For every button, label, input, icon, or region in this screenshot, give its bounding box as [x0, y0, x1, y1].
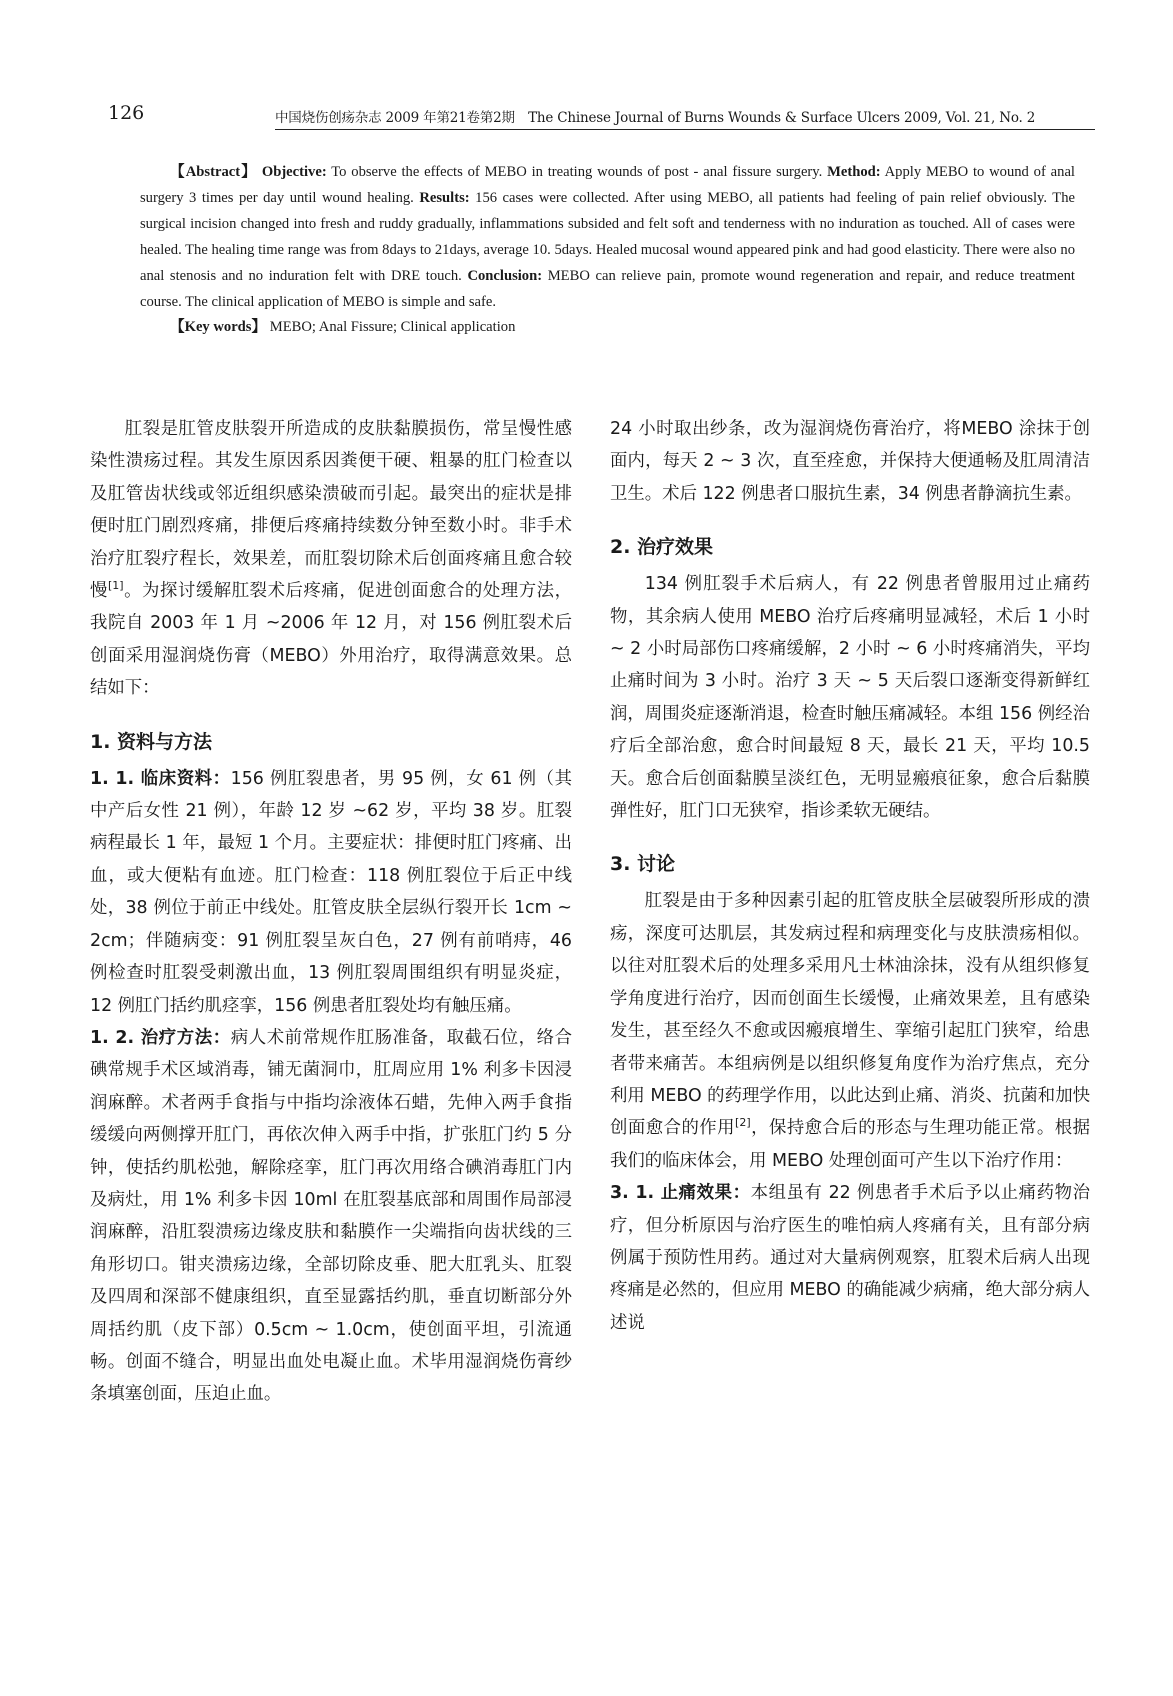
- page-number: 126: [108, 102, 145, 124]
- right-column: [610, 413, 1090, 1339]
- conclusion-label: Conclusion:: [467, 267, 543, 284]
- section-1-2: [90, 1022, 572, 1411]
- keywords-label: 【Key words】: [170, 319, 267, 336]
- abstract-paragraph: [140, 160, 1075, 315]
- section-1-1-label: 1. 1. 临床资料：: [90, 768, 231, 789]
- keywords: [140, 315, 1075, 341]
- intro-paragraph: [90, 413, 572, 705]
- section-3-text-b: ，保持愈合后的形态与生理功能正常。根据我们的临床体会，用 MEBO 处理创面可产生以下治疗作用：: [610, 1118, 1090, 1171]
- section-3-1: [610, 1177, 1090, 1339]
- section-1-2-text: 病人术前常规作肛肠准备，取截石位，络合碘常规手术区域消毒，铺无菌洞巾，肛周应用 1% 利多卡因浸润麻醉。术者两手食指与中指均涂液体石蜡，先伸入两手食指缓缓向两侧撑开肛门，再依次伸入两手中指，扩张肛门约 5 分钟，使括约肌松弛，解除痉挛，肛门再次用络合碘消毒肛门内及病灶，用 1% 利多卡因 10ml 在肛裂基底部和周围作局部浸润麻醉，沿肛裂溃疡边缘皮肤和黏膜作一尖端指向齿状线的三角形切口。钳夹溃疡边缘，全部切除皮垂、肥大肛乳头、肛裂及四周和深部不健康组织，直至显露括约肌，垂直切断部分外周括约肌（皮下部）0.5cm ~ 1.0cm，使创面平坦，引流通畅。创面不缝合，明显出血处电凝止血。术毕用湿润烧伤膏纱条填塞创面，压迫止血。: [90, 1027, 572, 1405]
- section-3-1-label: 3. 1. 止痛效果：: [610, 1183, 751, 1204]
- left-column: [90, 413, 572, 1411]
- section-3-heading: 3. 讨论: [610, 853, 676, 876]
- section-3-1-text: 本组虽有 22 例患者手术后予以止痛药物治疗，但分析原因与治疗医生的唯怕病人疼痛有关，且有部分病例属于预防性用药。通过对大量病例观察，肛裂术后病人出现疼痛是必然的，但应用 MEBO 的确能减少病痛，绝大部分病人述说: [610, 1183, 1090, 1333]
- section-1-heading: 1. 资料与方法: [90, 730, 213, 753]
- objective-label: Objective:: [261, 164, 327, 180]
- running-head: 中国烧伤创疡杂志 2009 年第21卷第2期 The Chinese Journal of Burns Wounds & Surface Ulcers 2009, Vol. 21, No. 2: [275, 106, 1095, 130]
- section-1-2-label: 1. 2. 治疗方法：: [90, 1027, 231, 1048]
- section-3-paragraph: [610, 885, 1090, 1177]
- objective-text: To observe the effects of MEBO in treating wounds of post - anal fissure surgery.: [326, 164, 828, 180]
- results-label: Results:: [419, 189, 470, 206]
- method-text: Apply MEBO to wound of anal surgery 3 times per day until wound healing.: [140, 164, 1075, 206]
- method-label: Method:: [827, 164, 881, 180]
- results-text: 156 cases were collected. After using MEBO, all patients had feeling of pain relief obviously. The surgical incision changed into fresh and ruddy gradually, inflammations subsided and felt soft and tenderness with no induration as touched. All of cases were healed. The healing time range was from 8days to 21days, average 10. 5days. Healed mucosal wound appeared pink and had good elasticity. There were also no anal stenosis and no induration felt with DRE touch.: [140, 189, 1075, 284]
- citation-2: [2]: [735, 1116, 751, 1130]
- intro-text-a: 肛裂是肛管皮肤裂开所造成的皮肤黏膜损伤，常呈慢性感染性溃疡过程。其发生原因系因粪便干硬、粗暴的肛门检查以及肛管齿状线或邻近组织感染溃破而引起。最突出的症状是排便时肛门剧烈疼痛，排便后疼痛持续数分钟至数小时。非手术治疗肛裂疗程长，效果差，而肛裂切除术后创面疼痛且愈合较慢: [90, 419, 572, 602]
- intro-text-b: 。为探讨缓解肛裂术后疼痛，促进创面愈合的处理方法，我院自 2003 年 1 月 ~2006 年 12 月，对 156 例肛裂术后创面采用湿润烧伤膏（MEBO）外用治疗，取得满意效果。总结如下：: [90, 581, 572, 699]
- section-3-text-a: 肛裂是由于多种因素引起的肛管皮肤全层破裂所形成的溃疡，深度可达肌层，其发病过程和病理变化与皮肤溃疡相似。以往对肛裂术后的处理多采用凡士林油涂抹，没有从组织修复学角度进行治疗，因而创面生长缓慢，止痛效果差，且有感染发生，甚至经久不愈或因瘢痕增生、挛缩引起肛门狭窄，给患者带来痛苦。本组病例是以组织修复角度作为治疗焦点，充分利用 MEBO 的药理学作用，以此达到止痛、消炎、抗菌和加快创面愈合的作用: [610, 891, 1090, 1139]
- keywords-text: MEBO; Anal Fissure; Clinical application: [266, 319, 516, 336]
- method-continuation: 24 小时取出纱条，改为湿润烧伤膏治疗，将MEBO 涂抹于创面内，每天 2 ~ 3 次，直至痊愈，并保持大便通畅及肛周清洁卫生。术后 122 例患者口服抗生素，34 例患者静滴抗生素。: [610, 419, 1090, 504]
- section-2-text: 134 例肛裂手术后病人，有 22 例患者曾服用过止痛药物，其余病人使用 MEBO 治疗后疼痛明显减轻，术后 1 小时 ~ 2 小时局部伤口疼痛缓解，2 小时 ~ 6 小时疼痛消失，平均止痛时间为 3 小时。治疗 3 天 ~ 5 天后裂口逐渐变得新鲜红润，周围炎症逐渐消退，检查时触压痛减轻。本组 156 例经治疗后全部治愈，愈合时间最短 8 天，最长 21 天，平均 10.5 天。愈合后创面黏膜呈淡红色，无明显瘢痕征象，愈合后黏膜弹性好，肛门口无狭窄，指诊柔软无硬结。: [610, 574, 1090, 822]
- section-1-1-text: 156 例肛裂患者，男 95 例，女 61 例（其中产后女性 21 例），年龄 12 岁 ~62 岁，平均 38 岁。肛裂病程最长 1 年，最短 1 个月。主要症状：排便时肛门疼痛、出血，或大便粘有血迹。肛门检查：118 例肛裂位于后正中线处，38 例位于前正中线处。肛管皮肤全层纵行裂开长 1cm ~ 2cm；伴随病变：91 例肛裂呈灰白色，27 例有前哨痔，46 例检查时肛裂受刺激出血，13 例肛裂周围组织有明显炎症，12 例肛门括约肌痉挛，156 例患者肛裂处均有触压痛。: [90, 768, 573, 1016]
- abstract-label: 【Abstract】: [170, 164, 258, 180]
- section-1-1: [90, 763, 572, 1022]
- section-2-heading: 2. 治疗效果: [610, 536, 714, 559]
- abstract: [140, 160, 1075, 341]
- citation-1: [1]: [107, 579, 124, 593]
- conclusion-text: MEBO can relieve pain, promote wound regeneration and repair, and reduce treatment course. The clinical application of MEBO is simple and safe.: [140, 267, 1075, 310]
